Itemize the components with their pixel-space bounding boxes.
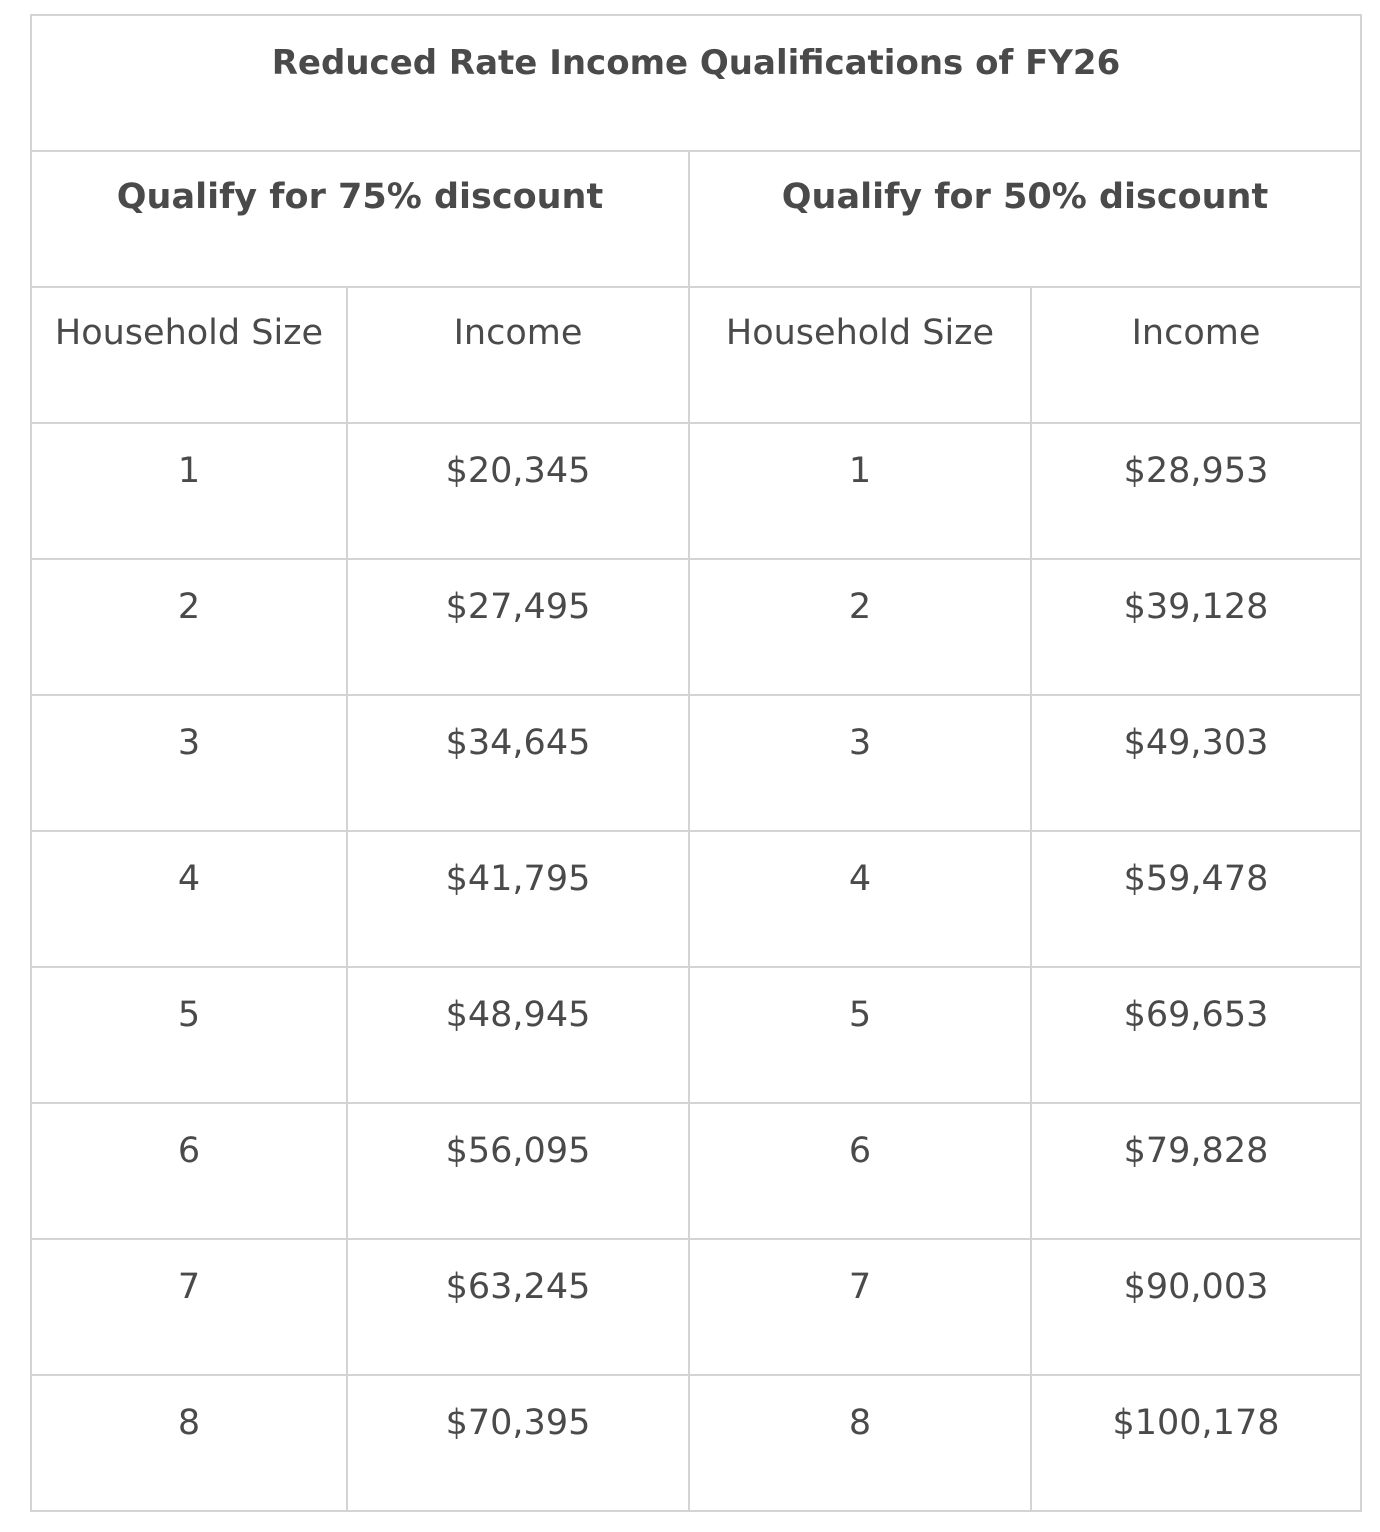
- income-cell: $27,495: [347, 559, 689, 695]
- table-row: [31, 1375, 1361, 1511]
- column-header-income: Income: [1031, 287, 1361, 423]
- table-row: [31, 559, 1361, 695]
- household-size-cell: 1: [689, 423, 1031, 559]
- income-cell: $69,653: [1031, 967, 1361, 1103]
- group-header-50-discount: Qualify for 50% discount: [689, 151, 1361, 287]
- income-cell: $59,478: [1031, 831, 1361, 967]
- income-cell: $90,003: [1031, 1239, 1361, 1375]
- household-size-cell: 6: [31, 1103, 347, 1239]
- household-size-cell: 1: [31, 423, 347, 559]
- title-row: [31, 15, 1361, 151]
- income-qualifications-table: [30, 14, 1362, 1512]
- income-cell: $34,645: [347, 695, 689, 831]
- household-size-cell: 4: [31, 831, 347, 967]
- group-header-row: [31, 151, 1361, 287]
- column-header-household-size: Household Size: [689, 287, 1031, 423]
- household-size-cell: 7: [689, 1239, 1031, 1375]
- column-header-income: Income: [347, 287, 689, 423]
- income-cell: $100,178: [1031, 1375, 1361, 1511]
- household-size-cell: 2: [31, 559, 347, 695]
- income-cell: $39,128: [1031, 559, 1361, 695]
- income-cell: $20,345: [347, 423, 689, 559]
- household-size-cell: 5: [689, 967, 1031, 1103]
- income-cell: $56,095: [347, 1103, 689, 1239]
- table-row: [31, 695, 1361, 831]
- household-size-cell: 6: [689, 1103, 1031, 1239]
- household-size-cell: 7: [31, 1239, 347, 1375]
- household-size-cell: 8: [689, 1375, 1031, 1511]
- household-size-cell: 4: [689, 831, 1031, 967]
- income-cell: $49,303: [1031, 695, 1361, 831]
- table-row: [31, 423, 1361, 559]
- income-cell: $70,395: [347, 1375, 689, 1511]
- income-cell: $79,828: [1031, 1103, 1361, 1239]
- group-header-75-discount: Qualify for 75% discount: [31, 151, 689, 287]
- household-size-cell: 8: [31, 1375, 347, 1511]
- table-title: Reduced Rate Income Qualifications of FY26: [31, 15, 1361, 151]
- household-size-cell: 2: [689, 559, 1031, 695]
- income-cell: $63,245: [347, 1239, 689, 1375]
- household-size-cell: 3: [31, 695, 347, 831]
- household-size-cell: 3: [689, 695, 1031, 831]
- income-cell: $41,795: [347, 831, 689, 967]
- column-header-row: [31, 287, 1361, 423]
- table-row: [31, 1239, 1361, 1375]
- household-size-cell: 5: [31, 967, 347, 1103]
- income-cell: $28,953: [1031, 423, 1361, 559]
- table-row: [31, 1103, 1361, 1239]
- table-row: [31, 831, 1361, 967]
- table-row: [31, 967, 1361, 1103]
- income-cell: $48,945: [347, 967, 689, 1103]
- column-header-household-size: Household Size: [31, 287, 347, 423]
